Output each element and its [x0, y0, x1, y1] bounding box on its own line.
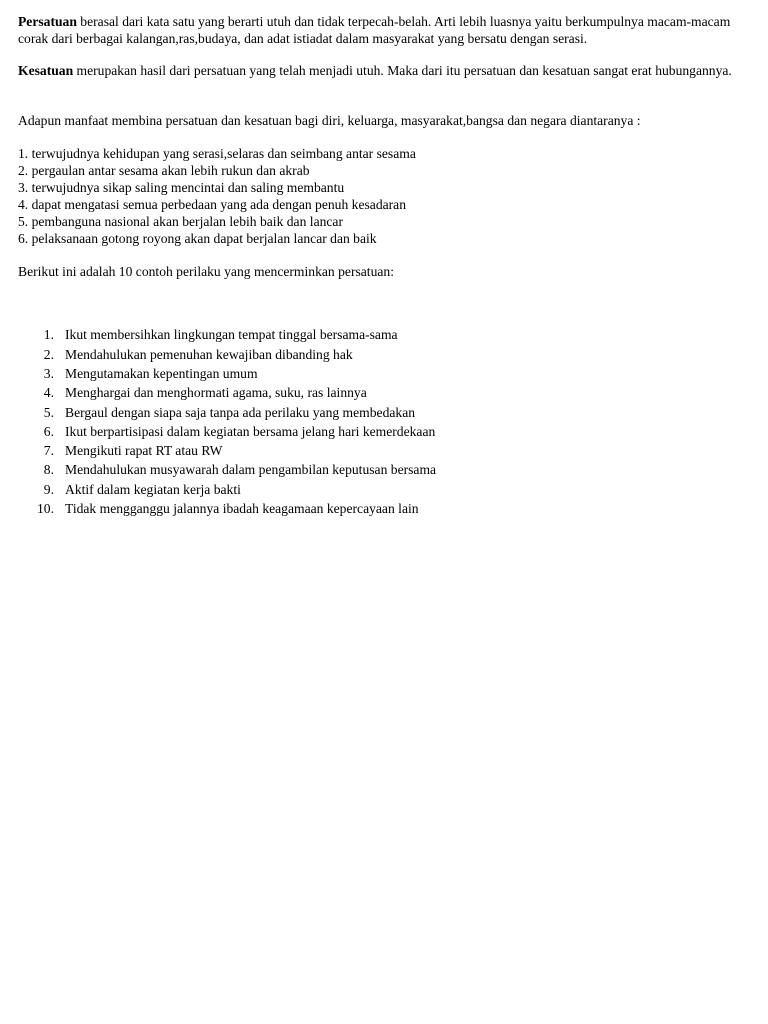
example-item: [18, 383, 758, 402]
benefits-list: [18, 146, 758, 247]
example-number: 9.: [43, 481, 54, 497]
benefit-item: 4. dapat mengatasi semua perbedaan yang ada dengan penuh kesadaran: [18, 197, 407, 213]
example-item: [18, 441, 758, 460]
examples-list: [18, 325, 758, 518]
example-text: Mendahulukan pemenuhan kewajiban dibanding hak: [65, 346, 353, 362]
example-number: 3.: [43, 366, 54, 381]
example-item: [18, 422, 758, 441]
example-item: [18, 499, 758, 518]
example-text: Mendahulukan musyawarah dalam pengambilan keputusan bersama: [65, 462, 437, 478]
example-number: 8.: [43, 462, 54, 478]
benefits-intro: Adapun manfaat membina persatuan dan kesatuan bagi diri, keluarga, masyarakat,bangsa dan negara diantaranya :: [18, 112, 641, 128]
example-number: 2.: [43, 346, 54, 362]
example-text: Mengikuti rapat RT atau RW: [65, 443, 223, 459]
example-number: 10.: [37, 501, 54, 517]
definition-persatuan: berasal dari kata satu yang berarti utuh dan tidak terpecah-belah. Arti lebih luasnya yaitu berkumpulnya macam-macam corak dari berbagai kalangan,ras,budaya, dan adat istiadat dalam masyarakat yang bersatu dengan serasi.: [18, 14, 731, 46]
example-item: [18, 403, 758, 422]
example-text: Menghargai dan menghormati agama, suku, ras lainnya: [65, 385, 367, 401]
examples-intro: Berikut ini adalah 10 contoh perilaku yang mencerminkan persatuan:: [18, 263, 394, 279]
term-persatuan: Persatuan: [18, 14, 77, 29]
benefit-item: 1. terwujudnya kehidupan yang serasi,selaras dan seimbang antar sesama: [18, 146, 416, 162]
benefit-item: 5. pembanguna nasional akan berjalan lebih baik dan lancar: [18, 214, 343, 229]
benefit-item: 2. pergaulan antar sesama akan lebih rukun dan akrab: [18, 163, 310, 179]
example-item: [18, 460, 758, 479]
example-number: 1.: [43, 327, 54, 343]
example-text: Ikut membersihkan lingkungan tempat tinggal bersama-sama: [65, 327, 398, 343]
example-text: Tidak mengganggu jalannya ibadah keagamaan kepercayaan lain: [65, 501, 419, 517]
term-kesatuan: Kesatuan: [18, 63, 74, 79]
example-text: Aktif dalam kegiatan kerja bakti: [65, 481, 241, 497]
benefit-item: 3. terwujudnya sikap saling mencintai dan saling membantu: [18, 180, 345, 196]
document-page: [18, 14, 758, 518]
example-item: [18, 480, 758, 499]
benefit-item: 6. pelaksanaan gotong royong akan dapat berjalan lancar dan baik: [18, 230, 377, 246]
definition-kesatuan: merupakan hasil dari persatuan yang telah menjadi utuh. Maka dari itu persatuan dan kesatuan sangat erat hubungannya.: [73, 63, 732, 79]
example-item: [18, 345, 758, 364]
example-text: Ikut berpartisipasi dalam kegiatan bersama jelang hari kemerdekaan: [65, 423, 436, 439]
example-number: 6.: [43, 423, 54, 439]
example-item: [18, 325, 758, 344]
example-number: 4.: [43, 385, 54, 401]
paragraph-persatuan: [18, 14, 758, 47]
example-text: Bergaul dengan siapa saja tanpa ada perilaku yang membedakan: [65, 404, 416, 420]
paragraph-kesatuan: [18, 63, 758, 80]
example-text: Mengutamakan kepentingan umum: [65, 366, 258, 381]
example-number: 5.: [43, 404, 54, 420]
example-number: 7.: [43, 443, 54, 459]
example-item: [18, 364, 758, 383]
